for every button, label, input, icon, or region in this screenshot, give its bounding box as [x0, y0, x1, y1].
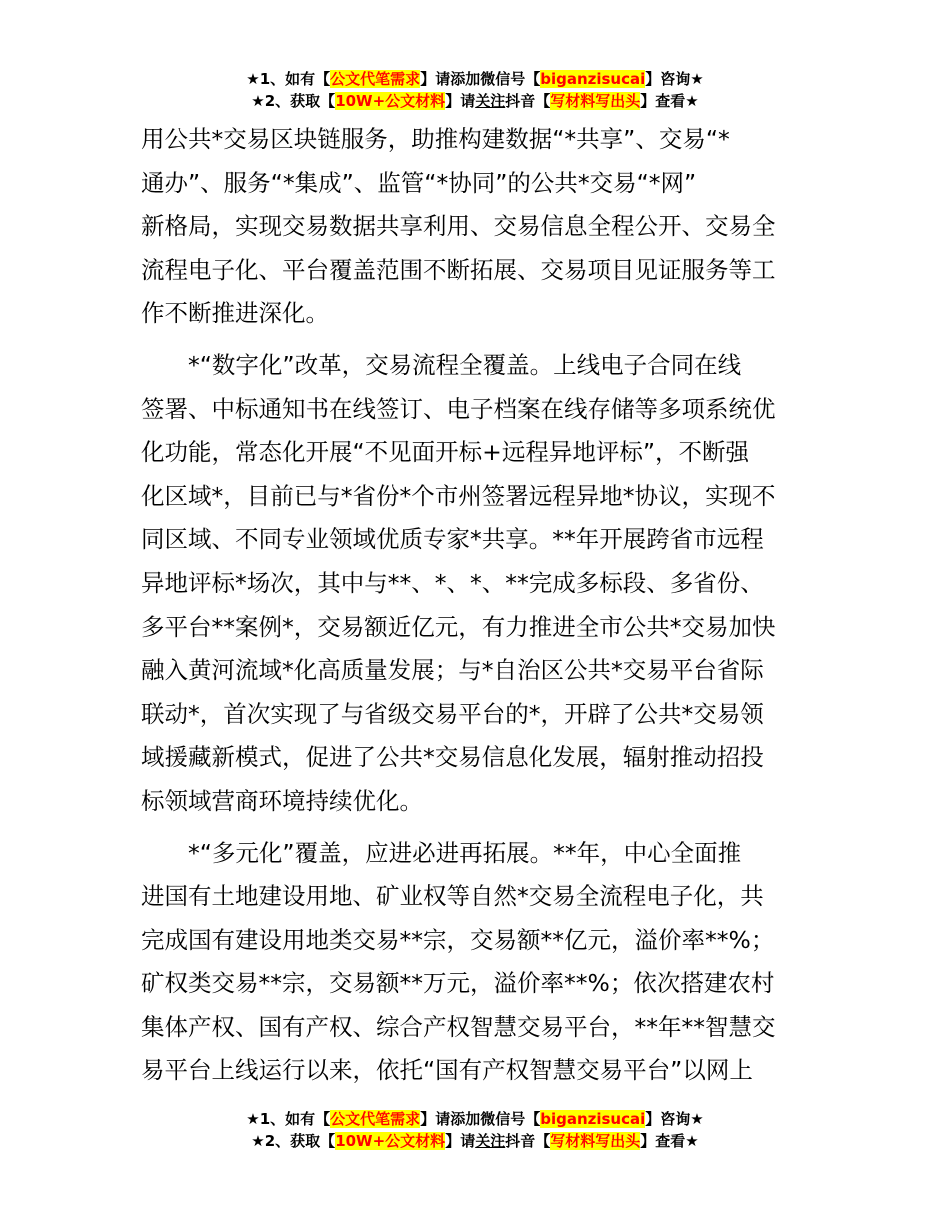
text-line: *“多元化”覆盖，应进必进再拓展。**年，中心全面推: [188, 838, 742, 867]
footer-banner: [0, 1108, 950, 1152]
document-body: [141, 118, 813, 1101]
paragraph-3: [141, 832, 813, 1094]
text-line: 矿权类交易**宗，交易额**万元，溢价率**%；依次搭建农村: [141, 969, 775, 998]
banner-text: ★2、获取【: [251, 92, 336, 110]
banner-line-2: [0, 1130, 950, 1152]
banner-text: 抖音【: [505, 92, 551, 110]
text-line: 用公共*交易区块链服务，助推构建数据“*共享”、交易“*: [141, 125, 730, 153]
highlight-materials: 10W+公文材料: [335, 1132, 446, 1150]
banner-text: 】查看★: [640, 1132, 699, 1150]
highlight-ghostwriting: 公文代笔需求: [330, 70, 421, 88]
text-line: *“数字化”改革，交易流程全覆盖。上线电子合同在线: [188, 350, 742, 379]
banner-line-1: [0, 68, 950, 90]
banner-text: 】咨询★: [645, 1110, 704, 1128]
text-line: 新格局，实现交易数据共享利用、交易信息全程公开、交易全: [141, 212, 776, 241]
text-line: 作不断推进深化。: [141, 299, 329, 328]
text-line: 融入黄河流域*化高质量发展；与*自治区公共*交易平台省际: [141, 656, 764, 685]
text-line: 完成国有建设用地类交易**宗，交易额**亿元，溢价率**%；: [141, 925, 775, 954]
text-line: 流程电子化、平台覆盖范围不断拓展、交易项目见证服务等工: [141, 255, 776, 284]
highlight-materials: 10W+公文材料: [335, 92, 446, 110]
text-line: 签署、中标通知书在线签订、电子档案在线存储等多项系统优: [141, 394, 776, 423]
text-line: 通办”、服务“*集成”、监管“*协同”的公共*交易“*网”: [141, 168, 697, 197]
text-line: 异地评标*场次，其中与**、*、*、**完成多标段、多省份、: [141, 568, 764, 597]
banner-text: ★1、如有【: [246, 1110, 331, 1128]
text-line: 进国有土地建设用地、矿业权等自然*交易全流程电子化，共: [141, 882, 764, 911]
text-line: 域援藏新模式，促进了公共*交易信息化发展，辐射推动招投: [141, 743, 764, 772]
highlight-wechat-id: biganzisucai: [540, 70, 646, 88]
text-line: 化区域*，目前已与*省份*个市州签署远程异地*协议，实现不: [141, 481, 776, 510]
banner-text: 】请添加微信号【: [420, 70, 541, 88]
header-banner: [0, 68, 950, 112]
text-line: 标领域营商环境持续优化。: [141, 786, 423, 815]
highlight-ghostwriting: 公文代笔需求: [330, 1110, 421, 1128]
banner-line-1: [0, 1108, 950, 1130]
banner-text: 】请: [445, 1132, 476, 1150]
banner-text: 】查看★: [640, 92, 699, 110]
follow-text: 关注: [475, 92, 506, 110]
banner-text: ★1、如有【: [246, 70, 331, 88]
banner-line-2: [0, 90, 950, 112]
banner-text: 】咨询★: [645, 70, 704, 88]
text-line: 化功能，常态化开展“不见面开标+远程异地评标”，不断强: [141, 438, 750, 467]
follow-text: 关注: [475, 1132, 506, 1150]
highlight-douyin-account: 写材料写出头: [550, 1132, 641, 1150]
text-line: 联动*，首次实现了与省级交易平台的*，开辟了公共*交易领: [141, 699, 764, 728]
highlight-douyin-account: 写材料写出头: [550, 92, 641, 110]
banner-text: 】请: [445, 92, 476, 110]
banner-text: 抖音【: [505, 1132, 551, 1150]
highlight-wechat-id: biganzisucai: [540, 1110, 646, 1128]
text-line: 集体产权、国有产权、综合产权智慧交易平台，**年**智慧交: [141, 1012, 776, 1041]
banner-text: 】请添加微信号【: [420, 1110, 541, 1128]
paragraph-1: [141, 118, 813, 336]
banner-text: ★2、获取【: [251, 1132, 336, 1150]
text-line: 易平台上线运行以来，依托“国有产权智慧交易平台”以网上: [141, 1056, 753, 1085]
text-line: 多平台**案例*，交易额近亿元，有力推进全市公共*交易加快: [141, 612, 776, 641]
text-line: 同区域、不同专业领域优质专家*共享。**年开展跨省市远程: [141, 525, 764, 554]
paragraph-2: [141, 344, 813, 824]
